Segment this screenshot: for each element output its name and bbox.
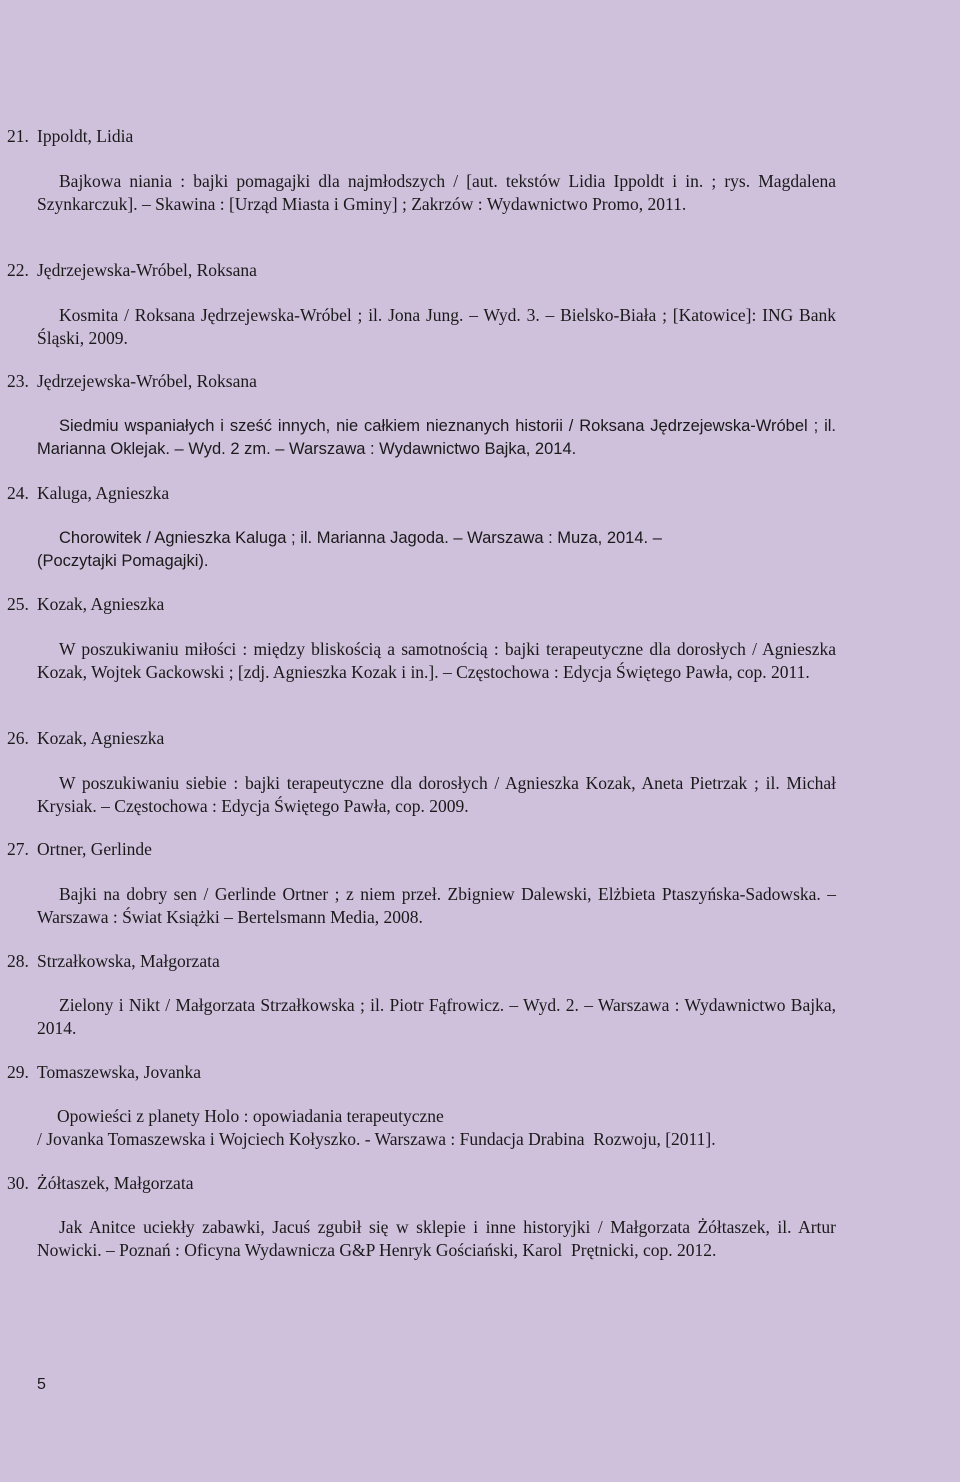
entry-author: Tomaszewska, Jovanka <box>37 1062 202 1082</box>
entry-number: 29. <box>7 1062 29 1082</box>
entry-heading <box>7 950 220 972</box>
entry-heading <box>7 1061 201 1083</box>
entry-number: 30. <box>7 1173 29 1193</box>
entry-description: Jak Anitce uciekły zabawki, Jacuś zgubił się w sklepie i inne historyjki / Małgorzata Żółtaszek, il. Artur Nowicki. – Poznań : Oficyna Wydawnicza G&P Henryk Gościański, Karol Prętnicki, cop. 2012. <box>37 1217 841 1260</box>
entry-number: 23. <box>7 371 29 391</box>
entry-description: Bajkowa niania : bajki pomagajki dla najmłodszych / [aut. tekstów Lidia Ippoldt i in. ; rys. Magdalena Szynkarczuk]. – Skawina : [Urząd Miasta i Gminy] ; Zakrzów : Wydawnictwo Promo, 2011. <box>37 171 836 214</box>
entry-heading <box>7 1172 193 1194</box>
entry-author: Kozak, Agnieszka <box>37 728 165 748</box>
entry-description: Kosmita / Roksana Jędrzejewska-Wróbel ; il. Jona Jung. – Wyd. 3. – Bielsko-Biała ; [Katowice]: ING Bank Śląski, 2009. <box>37 305 836 348</box>
entry-author: Strzałkowska, Małgorzata <box>37 951 220 971</box>
entry-number: 21. <box>7 126 29 146</box>
entry-heading <box>7 482 169 504</box>
entry-number: 25. <box>7 594 29 614</box>
entry-description: W poszukiwaniu siebie : bajki terapeutyczne dla dorosłych / Agnieszka Kozak, Aneta Pietrzak ; il. Michał Krysiak. – Częstochowa : Edycja Świętego Pawła, cop. 2009. <box>37 773 836 816</box>
entry-number: 26. <box>7 728 29 748</box>
entry-author: Żółtaszek, Małgorzata <box>37 1173 194 1193</box>
entry-number: 24. <box>7 483 29 503</box>
entry-author: Kaluga, Agnieszka <box>37 483 170 503</box>
entry-description: W poszukiwaniu miłości : między bliskością a samotnością : bajki terapeutyczne dla dorosłych / Agnieszka Kozak, Wojtek Gackowski ; [zdj. Agnieszka Kozak i in.]. – Częstochowa : Edycja Świętego Pawła, cop. 2011. <box>37 639 836 682</box>
entry-author: Jędrzejewska-Wróbel, Roksana <box>37 260 257 280</box>
entry-heading <box>7 370 257 392</box>
entry-heading <box>7 125 133 147</box>
entry-heading <box>7 727 164 749</box>
entry-author: Ortner, Gerlinde <box>37 839 152 859</box>
entry-description-line: Opowieści z planety Holo : opowiadania terapeutyczne <box>57 1106 444 1126</box>
entry-heading <box>7 838 152 860</box>
entry-heading <box>7 593 164 615</box>
entry-description: Bajki na dobry sen / Gerlinde Ortner ; z niem przeł. Zbigniew Dalewski, Elżbieta Ptaszyńska-Sadowska. – Warszawa : Świat Książki – Bertelsmann Media, 2008. <box>37 884 836 927</box>
entry-author: Jędrzejewska-Wróbel, Roksana <box>37 371 257 391</box>
entry-author: Kozak, Agnieszka <box>37 594 165 614</box>
entry-number: 28. <box>7 951 29 971</box>
entry-author: Ippoldt, Lidia <box>37 126 134 146</box>
entry-description: Siedmiu wspaniałych i sześć innych, nie całkiem nieznanych historii / Roksana Jędrzejewska-Wróbel ; il. Marianna Oklejak. – Wyd. 2 zm. – Warszawa : Wydawnictwo Bajka, 2014. <box>37 417 836 458</box>
entry-description <box>37 1105 836 1150</box>
entry-description: Chorowitek / Agnieszka Kaluga ; il. Marianna Jagoda. – Warszawa : Muza, 2014. – (Poczytajki Pomagajki). <box>37 529 662 570</box>
page-number: 5 <box>37 1376 46 1393</box>
entry-heading <box>7 259 257 281</box>
entry-number: 22. <box>7 260 29 280</box>
entry-number: 27. <box>7 839 29 859</box>
entry-description: Zielony i Nikt / Małgorzata Strzałkowska ; il. Piotr Fąfrowicz. – Wyd. 2. – Warszawa : Wydawnictwo Bajka, 2014. <box>37 995 836 1038</box>
entry-description-line: / Jovanka Tomaszewska i Wojciech Kołyszko. - Warszawa : Fundacja Drabina Rozwoju, [2011]. <box>37 1128 716 1149</box>
